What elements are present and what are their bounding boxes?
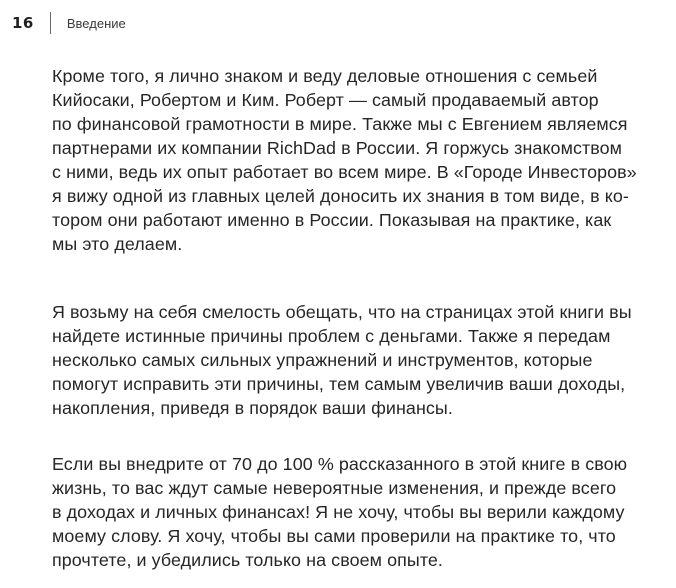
paragraph-2 [52,300,632,420]
text-line: Я возьму на себя смелость обещать, что на страницах этой книги вы [52,302,632,322]
text-line: тором они работают именно в России. Показывая на практике, как [52,210,612,230]
paragraph-3 [52,452,627,572]
text-line: по финансовой грамотности в мире. Также мы с Евгением являемся [52,114,628,134]
paragraph-1 [52,64,672,256]
page-header [12,12,126,34]
text-line: моему слову. Я хочу, чтобы вы сами проверили на практике то, что [52,526,616,546]
page-body [52,64,672,570]
text-line: Кроме того, я лично знаком и веду деловые отношения с семьей [52,66,598,86]
header-divider [50,12,51,34]
text-line: жизнь, то вас ждут самые невероятные изменения, и прежде всего [52,478,617,498]
text-line: Если вы внедрите от 70 до 100 % рассказанного в этой книге в свою [52,454,628,474]
text-line: Кийосаки, Робертом и Ким. Роберт — самый продаваемый автор [52,90,599,110]
text-line: с ними, ведь их опыт работает во всем мире. В «Городе Инвесторов» [52,162,637,182]
text-line: мы это делаем. [52,234,183,254]
section-title: Введение [66,15,126,31]
page-number: 16 [12,14,34,32]
text-line: помогут исправить эти причины, тем самым увеличив ваши доходы, [52,374,626,394]
text-line: накопления, приведя в порядок ваши финансы. [52,398,453,418]
text-line: я вижу одной из главных целей доносить их знания в том виде, в ко- [52,186,629,206]
text-line: партнерами их компании RichDad в России. Я горжусь знакомством [52,138,623,158]
text-line: в доходах и личных финансах! Я не хочу, чтобы вы верили каждому [52,502,625,522]
text-line: несколько самых сильных упражнений и инструментов, которые [52,350,593,370]
text-line: найдете истинные причины проблем с деньгами. Также я передам [52,326,611,346]
text-line: прочтете, и убедились только на своем опыте. [52,550,443,570]
